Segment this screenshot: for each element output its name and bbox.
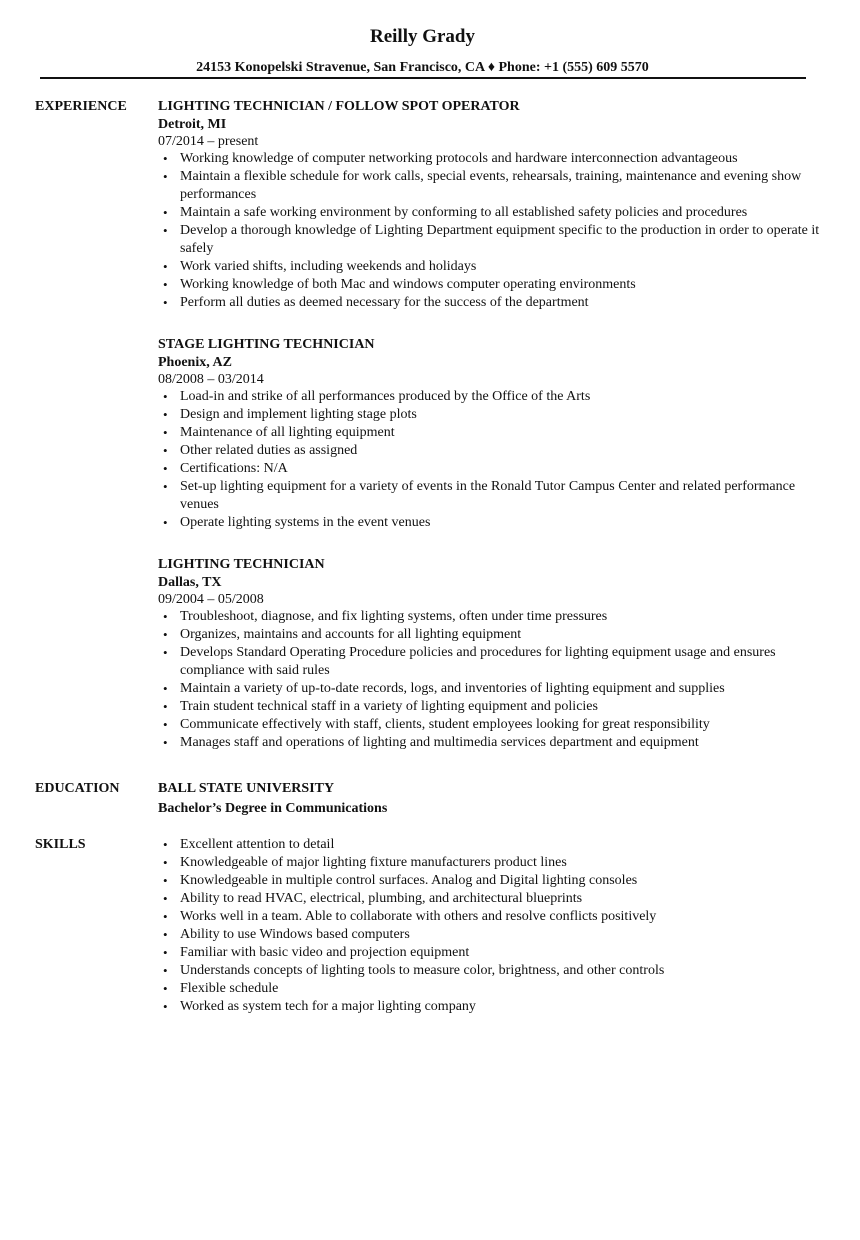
- list-item: • Ability to use Windows based computers: [158, 926, 823, 944]
- list-item: • Perform all duties as deemed necessary for the success of the department: [158, 294, 823, 312]
- job-title: LIGHTING TECHNICIAN: [158, 557, 325, 572]
- job-location: Detroit, MI: [158, 117, 227, 132]
- list-item: • Working knowledge of computer networking protocols and hardware interconnection advantageous: [158, 150, 823, 168]
- candidate-name: Reilly Grady: [369, 26, 476, 47]
- list-item: • Ability to read HVAC, electrical, plumbing, and architectural blueprints: [158, 890, 823, 908]
- contact-line: 24153 Konopelski Stravenue, San Francisco, CA ♦ Phone: +1 (555) 609 5570: [196, 60, 649, 75]
- job-entry: [158, 556, 823, 752]
- list-item: • Manages staff and operations of lighting and multimedia services department and equipment: [158, 734, 823, 752]
- list-item: • Design and implement lighting stage plots: [158, 406, 823, 424]
- list-item: • Troubleshoot, diagnose, and fix lighting systems, often under time pressures: [158, 608, 823, 626]
- job-bullets: [158, 150, 823, 312]
- job-dates: 07/2014 – present: [158, 134, 259, 149]
- skills-label: SKILLS: [35, 837, 86, 852]
- experience-section: [158, 98, 823, 776]
- list-item: • Certifications: N/A: [158, 460, 823, 478]
- school-name: BALL STATE UNIVERSITY: [158, 781, 335, 796]
- list-item: • Knowledgeable of major lighting fixture manufacturers product lines: [158, 854, 823, 872]
- education-section: [158, 780, 823, 818]
- job-dates: 08/2008 – 03/2014: [158, 372, 264, 387]
- list-item: • Excellent attention to detail: [158, 836, 823, 854]
- job-entry: [158, 336, 823, 532]
- list-item: • Work varied shifts, including weekends and holidays: [158, 258, 823, 276]
- skills-list: [158, 836, 823, 1016]
- list-item: • Knowledgeable in multiple control surfaces. Analog and Digital lighting consoles: [158, 872, 823, 890]
- list-item: • Maintain a variety of up-to-date records, logs, and inventories of lighting equipment and supplies: [158, 680, 823, 698]
- job-entry: [158, 98, 823, 312]
- list-item: • Works well in a team. Able to collaborate with others and resolve conflicts positively: [158, 908, 823, 926]
- list-item: • Working knowledge of both Mac and windows computer operating environments: [158, 276, 823, 294]
- list-item: • Worked as system tech for a major lighting company: [158, 998, 823, 1016]
- skills-section: [158, 836, 823, 1016]
- job-title: LIGHTING TECHNICIAN / FOLLOW SPOT OPERATOR: [158, 99, 520, 114]
- list-item: • Train student technical staff in a variety of lighting equipment and policies: [158, 698, 823, 716]
- list-item: • Organizes, maintains and accounts for all lighting equipment: [158, 626, 823, 644]
- list-item: • Maintenance of all lighting equipment: [158, 424, 823, 442]
- list-item: • Set-up lighting equipment for a variety of events in the Ronald Tutor Campus Center and related performance venues: [158, 478, 823, 514]
- job-dates: 09/2004 – 05/2008: [158, 592, 264, 607]
- list-item: • Other related duties as assigned: [158, 442, 823, 460]
- list-item: • Familiar with basic video and projection equipment: [158, 944, 823, 962]
- list-item: • Develop a thorough knowledge of Lighting Department equipment specific to the production in order to operate it safely: [158, 222, 823, 258]
- job-bullets: [158, 388, 823, 532]
- list-item: • Load-in and strike of all performances produced by the Office of the Arts: [158, 388, 823, 406]
- list-item: • Maintain a flexible schedule for work calls, special events, rehearsals, training, maintenance and evening show performances: [158, 168, 823, 204]
- job-location: Phoenix, AZ: [158, 355, 232, 370]
- header-divider: [40, 77, 806, 79]
- job-title: STAGE LIGHTING TECHNICIAN: [158, 337, 375, 352]
- list-item: • Operate lighting systems in the event venues: [158, 514, 823, 532]
- list-item: • Flexible schedule: [158, 980, 823, 998]
- education-label: EDUCATION: [35, 781, 120, 796]
- list-item: • Understands concepts of lighting tools to measure color, brightness, and other controls: [158, 962, 823, 980]
- job-bullets: [158, 608, 823, 752]
- job-location: Dallas, TX: [158, 575, 222, 590]
- list-item: • Communicate effectively with staff, clients, student employees looking for great responsibility: [158, 716, 823, 734]
- degree: Bachelor’s Degree in Communications: [158, 801, 388, 816]
- list-item: • Maintain a safe working environment by conforming to all established safety policies and procedures: [158, 204, 823, 222]
- list-item: • Develops Standard Operating Procedure policies and procedures for lighting equipment usage and ensures compliance with said rules: [158, 644, 823, 680]
- experience-label: EXPERIENCE: [35, 99, 127, 114]
